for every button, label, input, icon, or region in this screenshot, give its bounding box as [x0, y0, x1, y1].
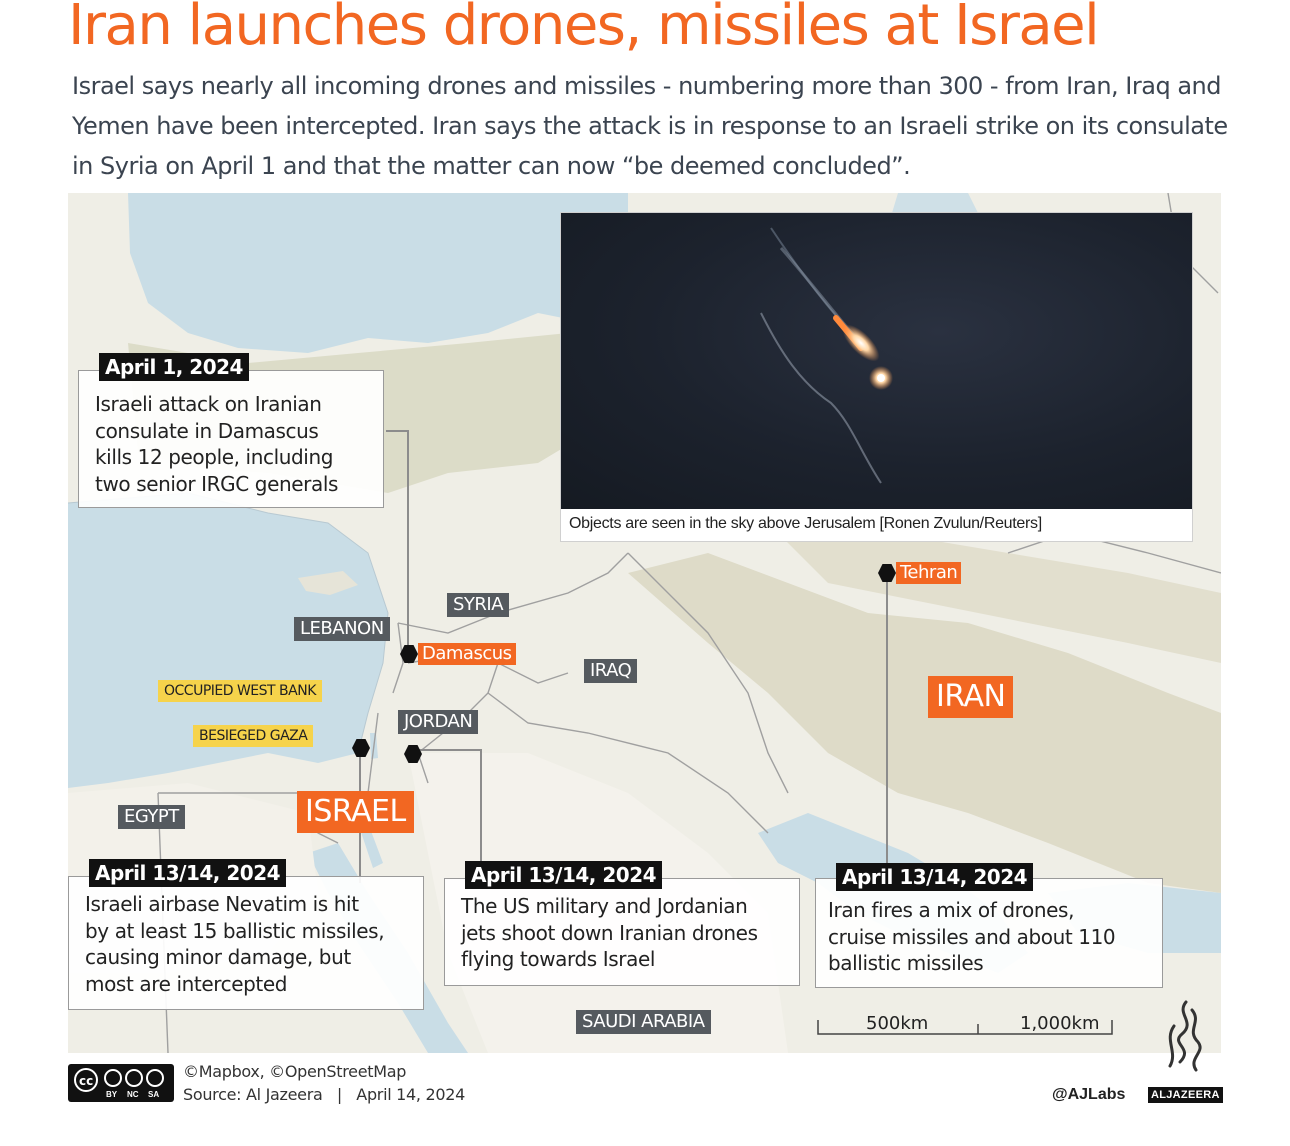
- event-line: Israeli attack on Iranian: [95, 392, 322, 416]
- svg-text:cc: cc: [79, 1074, 94, 1088]
- event-text: [828, 897, 1115, 977]
- event-line: two senior IRGC generals: [95, 471, 339, 496]
- event-line: jets shoot down Iranian drones: [461, 920, 758, 945]
- label-lebanon: LEBANON: [294, 617, 390, 641]
- event-text: [85, 891, 384, 997]
- label-syria: SYRIA: [447, 593, 509, 617]
- event-line: kills 12 people, including: [95, 445, 334, 469]
- event-date: April 13/14, 2024: [465, 861, 662, 889]
- aj-labs-handle: @AJLabs: [1052, 1086, 1126, 1103]
- footer-credits: [183, 1060, 465, 1106]
- event-line: causing minor damage, but: [85, 945, 351, 969]
- label-damascus: Damascus: [418, 643, 516, 665]
- label-iran: IRAN: [928, 676, 1013, 718]
- event-box-nevatim: [68, 861, 424, 1010]
- headline: Iran launches drones, missiles at Israel: [68, 0, 1099, 58]
- event-line: ballistic missiles: [828, 951, 984, 975]
- event-line: consulate in Damascus: [95, 418, 319, 443]
- cc-sa: SA: [148, 1090, 160, 1099]
- label-tehran: Tehran: [896, 562, 961, 584]
- missile-photo: [561, 213, 1192, 509]
- event-date: April 1, 2024: [99, 353, 249, 381]
- event-box-april-1: [78, 355, 384, 508]
- photo-streaks: [561, 213, 1192, 509]
- label-iraq: IRAQ: [584, 659, 637, 683]
- label-saudi-arabia: SAUDI ARABIA: [576, 1010, 711, 1034]
- source-line: Source: Al Jazeera | April 14, 2024: [183, 1085, 466, 1104]
- event-box-iran: [815, 865, 1163, 988]
- event-line: by at least 15 ballistic missiles,: [85, 918, 385, 943]
- event-date: April 13/14, 2024: [836, 863, 1033, 891]
- event-line: Iran fires a mix of drones,: [828, 898, 1075, 922]
- credits-line: ©Mapbox, ©OpenStreetMap: [183, 1062, 407, 1081]
- cc-by: BY: [106, 1090, 118, 1099]
- label-egypt: EGYPT: [118, 805, 185, 829]
- event-line: The US military and Jordanian: [461, 894, 748, 918]
- event-box-jordan: [444, 863, 800, 986]
- label-occupied-west-bank: OCCUPIED WEST BANK: [158, 680, 322, 702]
- event-text: [461, 893, 758, 973]
- label-besieged-gaza: BESIEGED GAZA: [193, 725, 313, 747]
- cc-nc: NC: [127, 1090, 139, 1099]
- aljazeera-logo-icon: [1156, 996, 1216, 1082]
- label-jordan: JORDAN: [398, 710, 478, 734]
- event-line: cruise missiles and about 110: [828, 924, 1116, 949]
- label-israel: ISRAEL: [297, 791, 414, 833]
- event-line: Israeli airbase Nevatim is hit: [85, 892, 359, 916]
- event-text: [95, 391, 338, 497]
- scale-bar: [816, 1010, 1116, 1040]
- creative-commons-icon: [68, 1064, 174, 1102]
- scale-label-1000: 1,000km: [1020, 1013, 1100, 1034]
- event-line: flying towards Israel: [461, 947, 656, 971]
- photo-caption: Objects are seen in the sky above Jerusalem [Ronen Zvulun/Reuters]: [569, 515, 1042, 532]
- scale-label-500: 500km: [866, 1013, 929, 1034]
- standfirst: Israel says nearly all incoming drones and missiles - numbering more than 300 - from Iran, Iraq and Yemen have been intercepted. Iran says the attack is in response to an Israeli strike on its consulate in Syria on April 1 and that the matter can now “be deemed concluded”.: [72, 72, 1228, 180]
- photo-card: [560, 212, 1193, 542]
- event-line: most are intercepted: [85, 971, 288, 996]
- aljazeera-wordmark: ALJAZEERA: [1148, 1087, 1223, 1103]
- event-date: April 13/14, 2024: [89, 859, 286, 887]
